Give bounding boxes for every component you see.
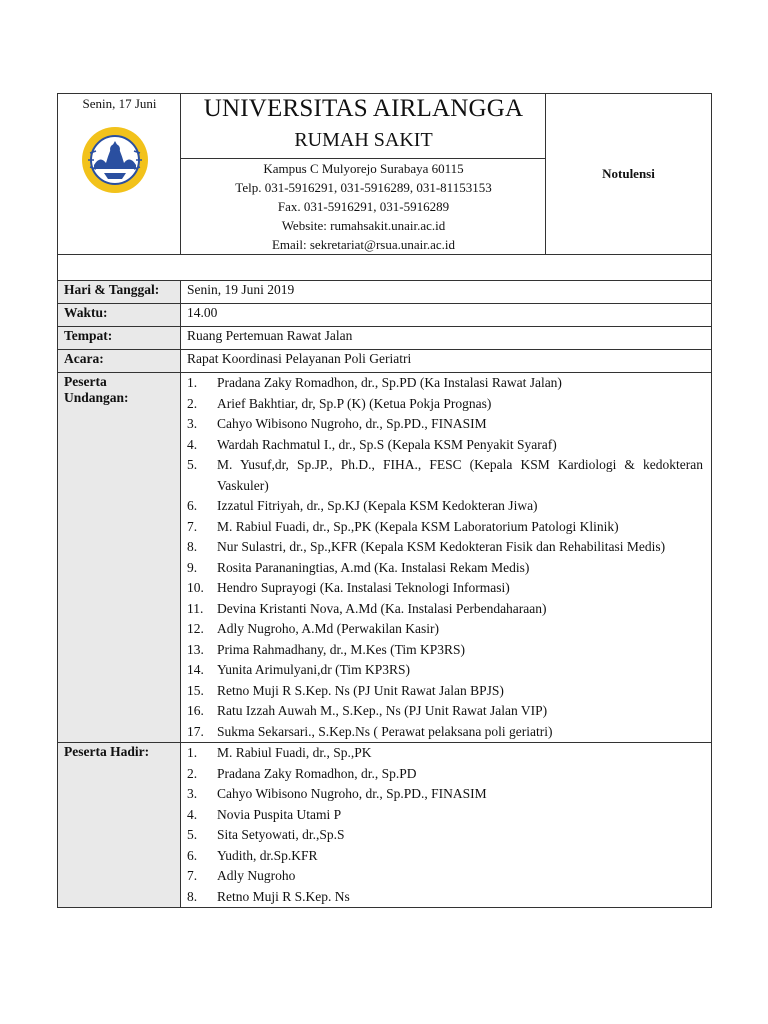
list-item-text: Devina Kristanti Nova, A.Md (Ka. Instalasi Perbendaharaan) [217, 600, 547, 616]
notulensi-document [57, 93, 711, 908]
list-item [187, 640, 703, 661]
list-item-number: 17. [187, 723, 204, 739]
invited-label: Peserta Undangan: [58, 373, 181, 743]
time-label: Waktu: [58, 304, 181, 327]
list-item [187, 764, 703, 785]
university-name: UNIVERSITAS AIRLANGGA [203, 95, 524, 122]
letterhead-left-cell [58, 94, 181, 255]
list-item-number: 6. [187, 847, 198, 863]
list-item-number: 2. [187, 395, 198, 411]
list-item-number: 15. [187, 682, 204, 698]
list-item [187, 619, 703, 640]
list-item [187, 866, 703, 887]
date-label: Hari & Tanggal: [58, 281, 181, 304]
list-item [187, 722, 703, 743]
list-item [187, 846, 703, 867]
time-row [58, 304, 712, 327]
list-item [187, 414, 703, 435]
list-item-number: 7. [187, 518, 198, 534]
list-item [187, 496, 703, 517]
list-item-number: 5. [187, 827, 198, 842]
list-item [187, 558, 703, 579]
list-item [187, 394, 703, 415]
list-item-number: 13. [187, 641, 204, 657]
date-value: Senin, 19 Juni 2019 [181, 281, 712, 304]
list-item-number: 3. [187, 786, 198, 801]
list-item-text: M. Rabiul Fuadi, dr., Sp.,PK (Kepala KSM Laboratorium Patologi Klinik) [217, 518, 619, 534]
list-item-text: Pradana Zaky Romadhon, dr., Sp.PD (Ka Instalasi Rawat Jalan) [217, 375, 562, 390]
list-item-text: Sukma Sekarsari., S.Kep.Ns ( Perawat pelaksana poli geriatri) [217, 723, 553, 739]
contact-block [181, 159, 546, 254]
list-item-text: M. Rabiul Fuadi, dr., Sp.,PK [217, 745, 372, 760]
list-item [187, 660, 703, 681]
agenda-label: Acara: [58, 350, 181, 373]
present-list [181, 743, 711, 907]
list-item-text: Yudith, dr.Sp.KFR [217, 847, 318, 863]
list-item-number: 2. [187, 765, 198, 781]
list-item [187, 805, 703, 826]
time-value: 14.00 [181, 304, 712, 327]
letterhead-row [58, 94, 712, 255]
list-item [187, 701, 703, 722]
list-item-text: Hendro Suprayogi (Ka. Instalasi Teknologi Informasi) [217, 580, 510, 595]
agenda-row [58, 350, 712, 373]
list-item [187, 455, 703, 496]
spacer-cell [58, 255, 712, 281]
address-line: Kampus C Mulyorejo Surabaya 60115 [263, 161, 464, 176]
list-item-number: 5. [187, 457, 198, 472]
list-item-text: Adly Nugroho, A.Md (Perwakilan Kasir) [217, 621, 439, 636]
invited-list [181, 373, 711, 742]
list-item-number: 3. [187, 416, 198, 431]
list-item [187, 743, 703, 764]
university-logo-icon [80, 125, 150, 195]
list-item-number: 10. [187, 580, 204, 595]
list-item-number: 11. [187, 600, 204, 616]
website-line: Website: rumahsakit.unair.ac.id [281, 218, 446, 233]
list-item-number: 12. [187, 621, 204, 636]
list-item-text: Prima Rahmadhany, dr., M.Kes (Tim KP3RS) [217, 641, 466, 657]
list-item-text: Novia Puspita Utami P [217, 806, 342, 822]
list-item [187, 599, 703, 620]
list-item-number: 7. [187, 868, 198, 883]
unit-name: RUMAH SAKIT [294, 129, 433, 151]
list-item-number: 8. [187, 888, 198, 904]
spacer-row [58, 255, 712, 281]
date-row [58, 281, 712, 304]
present-label: Peserta Hadir: [58, 743, 181, 908]
list-item [187, 435, 703, 456]
fax-line: Fax. 031-5916291, 031-5916289 [277, 199, 450, 214]
list-item [187, 517, 703, 538]
doc-type-cell: Notulensi [546, 94, 712, 255]
list-item-text: Retno Muji R S.Kep. Ns [217, 888, 350, 904]
invited-cell [181, 373, 712, 743]
list-item-number: 6. [187, 498, 198, 513]
invited-row [58, 373, 712, 743]
list-item [187, 887, 703, 908]
place-row [58, 327, 712, 350]
list-item [187, 373, 703, 394]
list-item-text: Wardah Rachmatul I., dr., Sp.S (Kepala KSM Penyakit Syaraf) [217, 436, 557, 452]
list-item-text: Pradana Zaky Romadhon, dr., Sp.PD [217, 765, 417, 781]
list-item-text: Nur Sulastri, dr., Sp.,KFR (Kepala KSM Kedokteran Fisik dan Rehabilitasi Medis) [217, 539, 666, 554]
list-item-number: 16. [187, 703, 204, 718]
header-date: Senin, 17 Juni [82, 96, 157, 111]
agenda-value: Rapat Koordinasi Pelayanan Poli Geriatri [181, 350, 712, 373]
list-item-text: Rosita Parananingtias, A.md (Ka. Instalasi Rekam Medis) [217, 559, 530, 575]
list-item [187, 537, 703, 558]
list-item-text: Adly Nugroho [217, 868, 296, 883]
list-item-text: Yunita Arimulyani,dr (Tim KP3RS) [217, 662, 411, 677]
list-item-text: M. Yusuf,dr, Sp.JP., Ph.D., FIHA., FESC (Kepala KSM Kardiologi & kedokteran Vaskuler) [217, 457, 703, 493]
place-label: Tempat: [58, 327, 181, 350]
present-cell [181, 743, 712, 908]
list-item [187, 681, 703, 702]
list-item-text: Retno Muji R S.Kep. Ns (PJ Unit Rawat Jalan BPJS) [217, 682, 504, 698]
phone-line: Telp. 031-5916291, 031-5916289, 031-81153153 [235, 180, 492, 195]
email-line: Email: sekretariat@rsua.unair.ac.id [271, 237, 456, 252]
notulensi-table [57, 93, 712, 908]
list-item-text: Sita Setyowati, dr.,Sp.S [217, 827, 345, 842]
list-item [187, 578, 703, 599]
list-item-number: 1. [187, 375, 198, 390]
list-item-number: 8. [187, 539, 198, 554]
list-item [187, 825, 703, 846]
list-item-text: Cahyo Wibisono Nugroho, dr., Sp.PD., FINASIM [217, 786, 487, 801]
list-item-number: 9. [187, 559, 198, 575]
letterhead-center-cell [181, 94, 546, 255]
present-row [58, 743, 712, 908]
list-item-text: Arief Bakhtiar, dr, Sp.P (K) (Ketua Pokja Prognas) [217, 395, 492, 411]
list-item [187, 784, 703, 805]
list-item-number: 14. [187, 662, 204, 677]
list-item-number: 4. [187, 806, 198, 822]
list-item-text: Ratu Izzah Auwah M., S.Kep., Ns (PJ Unit Rawat Jalan VIP) [217, 703, 548, 718]
place-value: Ruang Pertemuan Rawat Jalan [181, 327, 712, 350]
list-item-text: Cahyo Wibisono Nugroho, dr., Sp.PD., FINASIM [217, 416, 487, 431]
list-item-number: 1. [187, 745, 198, 760]
list-item-number: 4. [187, 436, 198, 452]
list-item-text: Izzatul Fitriyah, dr., Sp.KJ (Kepala KSM Kedokteran Jiwa) [217, 498, 538, 513]
